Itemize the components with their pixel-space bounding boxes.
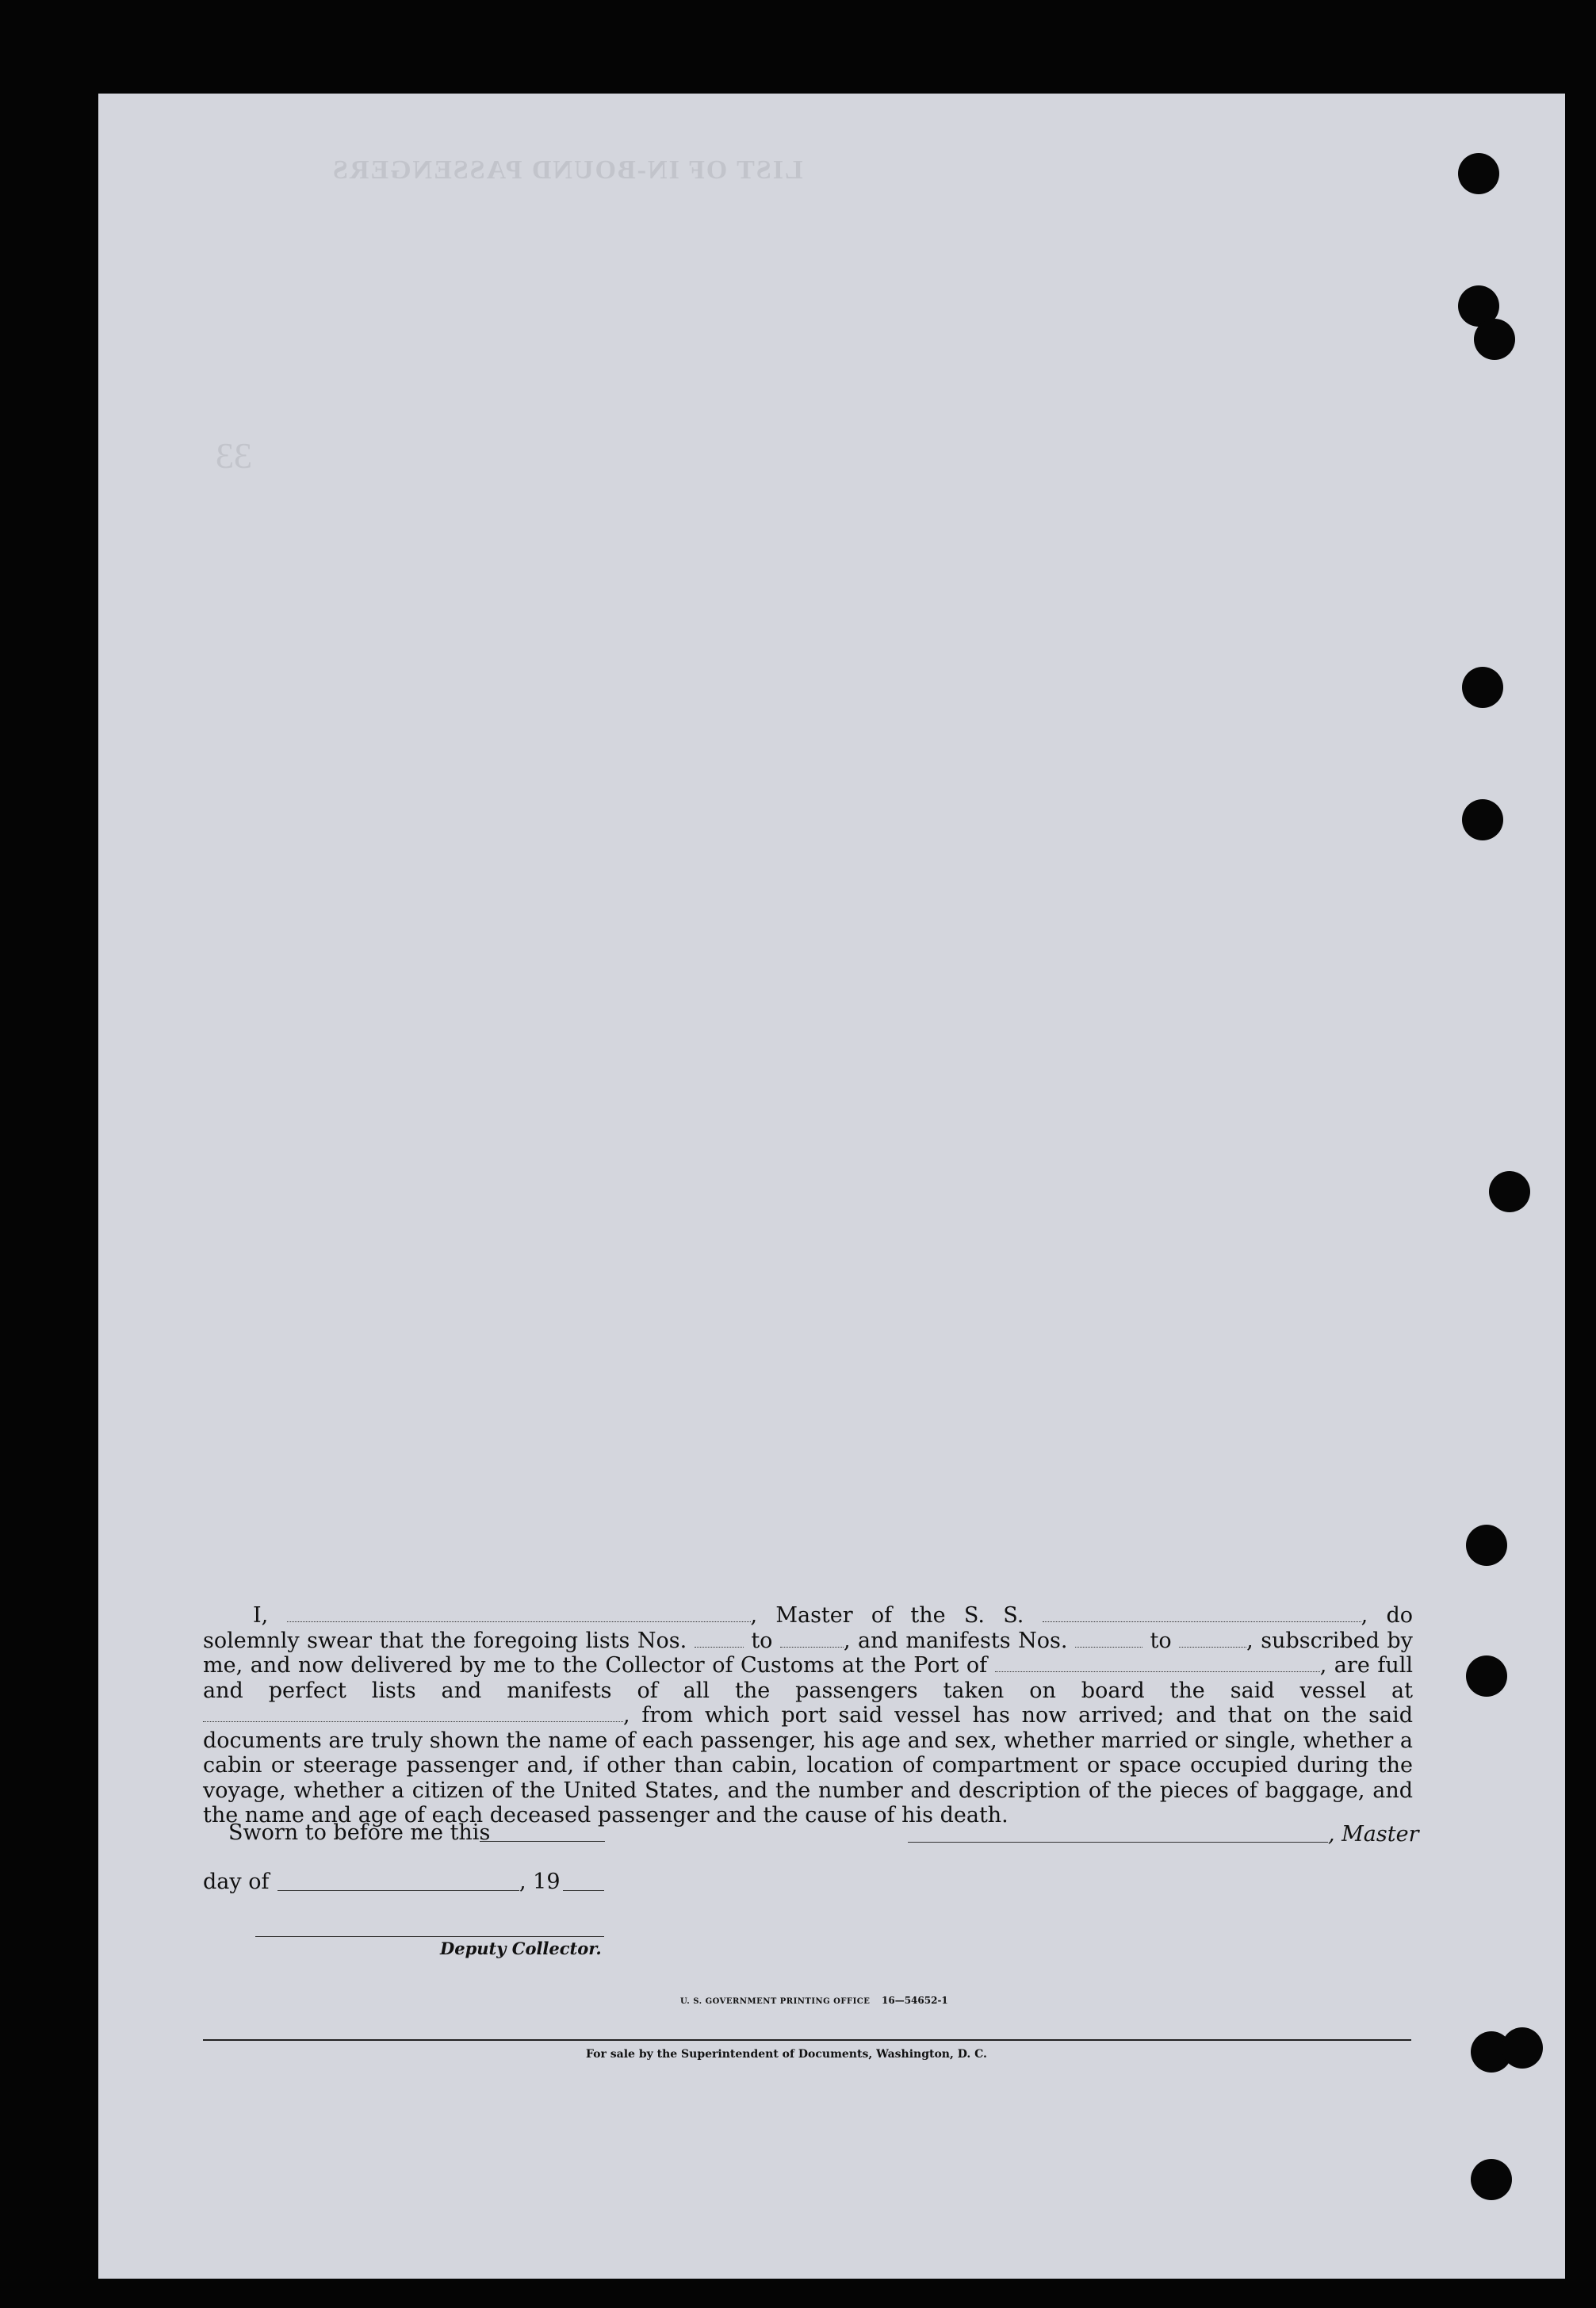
printer-imprint: U. S. GOVERNMENT PRINTING OFFICE <box>680 1997 871 2006</box>
ghost-title: LIST OF IN-BOUND PASSENGERS <box>331 155 803 185</box>
footer-rule <box>203 2039 1411 2041</box>
master-label: , Master <box>1328 1822 1419 1847</box>
sale-notice: For sale by the Superintendent of Documents, Washington, D. C. <box>586 2048 987 2061</box>
punch-hole <box>1458 153 1499 194</box>
master-name-blank <box>287 1607 751 1622</box>
decl-text: , subscribed by me, and now delivered by me to the Collector of Customs at the Port of <box>203 1628 1413 1678</box>
sworn-label: Sworn to before me this <box>228 1820 491 1845</box>
form-code: 16—54652-1 <box>882 1995 948 2006</box>
punch-hole <box>1471 2159 1512 2200</box>
day-of-line <box>277 1890 519 1891</box>
ship-name-blank <box>1043 1607 1361 1622</box>
manifest-sheet <box>98 94 1565 2279</box>
manifest-from-blank <box>1075 1632 1142 1648</box>
decl-text: , and manifests Nos. <box>843 1628 1068 1653</box>
deputy-signature-line <box>255 1936 604 1937</box>
ghost-number: 33 <box>216 435 252 476</box>
punch-hole <box>1466 1525 1507 1566</box>
master-signature-line <box>908 1842 1328 1843</box>
manifest-to-blank <box>1179 1632 1246 1648</box>
sworn-date-line <box>480 1841 605 1842</box>
decl-text: to <box>751 1628 773 1653</box>
decl-text: , are full and perfect lists and manifests of all the passengers taken on board the said vessel at <box>203 1653 1413 1703</box>
decl-text: , do solemnly swear that the foregoing lists Nos. <box>203 1603 1413 1653</box>
master-declaration <box>203 1603 1413 1828</box>
list-from-blank <box>695 1632 744 1648</box>
punch-hole <box>1502 2027 1543 2069</box>
punch-hole <box>1462 667 1503 708</box>
day-of-label: day of <box>203 1870 270 1894</box>
punch-hole <box>1462 799 1503 840</box>
decl-text: I, <box>253 1603 269 1628</box>
departure-port-blank <box>203 1707 623 1722</box>
deputy-label: Deputy Collector. <box>440 1939 602 1958</box>
year-label: , 19 <box>519 1870 561 1894</box>
list-to-blank <box>780 1632 844 1648</box>
decl-text: , Master of the S. S. <box>750 1603 1024 1628</box>
punch-hole <box>1466 1655 1507 1697</box>
decl-text: to <box>1150 1628 1172 1653</box>
punch-hole <box>1474 319 1515 360</box>
decl-text: , from which port said vessel has now arrived; and that on the said documents are truly shown the name of each passenger, his age and sex, whether married or single, whether a cabin or steerage passenger and, if other than cabin, location of compartment or space occupied during the voyage, whether a citizen of the United States, and the number and description of the pieces of baggage, and the name and age of each deceased passenger and the cause of his death. <box>203 1703 1413 1828</box>
port-blank <box>995 1657 1320 1672</box>
punch-hole <box>1489 1171 1530 1212</box>
year-line <box>563 1890 604 1891</box>
